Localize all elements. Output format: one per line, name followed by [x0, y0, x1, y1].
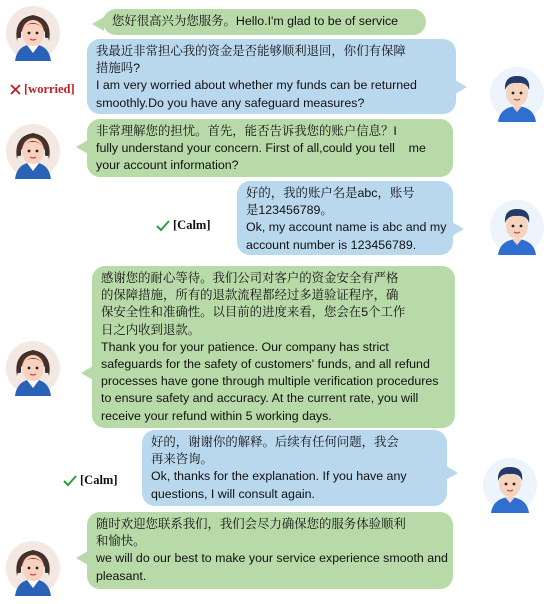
agent-avatar: [5, 5, 61, 61]
message-line: 再来咨询。: [151, 452, 213, 467]
message-line: 的保障措施，所有的退款流程都经过多道验证程序，确: [101, 288, 399, 303]
agent-message-bubble: [92, 266, 455, 428]
emotion-label: [Calm]: [173, 218, 211, 232]
check-icon: [63, 475, 77, 487]
agent-avatar: [5, 340, 61, 396]
emotion-label: [Calm]: [80, 473, 118, 487]
user-avatar: [489, 66, 545, 122]
user-avatar: [482, 457, 538, 513]
message-line: 日之内收到退款。: [101, 322, 201, 337]
user-avatar-icon: [483, 458, 537, 513]
emotion-label: [worried]: [24, 82, 75, 96]
message-line: processes have gone through multiple verification procedures: [101, 374, 439, 389]
message-line: 非常理解您的担忧。首先，能否告诉我您的账户信息？I: [96, 124, 397, 138]
message-line: Ok, thanks for the explanation. If you have any: [151, 469, 407, 484]
agent-avatar-icon: [6, 541, 60, 596]
message-line: we will do our best to make your service experience smooth and: [96, 551, 448, 566]
user-message-bubble: [142, 430, 447, 506]
user-message-bubble: [237, 181, 453, 255]
message-line: your account information?: [96, 158, 239, 173]
message-line: 措施吗?: [96, 61, 141, 76]
bubble-tail: [455, 80, 467, 94]
message-line: receive your refund within 5 working days.: [101, 408, 332, 423]
message-line: 我最近非常担心我的资金是否能够顺利退回，你们有保障: [96, 44, 406, 58]
message-line: 您好很高兴为您服务。Hello.I'm glad to be of service: [112, 14, 399, 28]
message-line: smoothly.Do you have any safeguard measures?: [96, 95, 365, 110]
message-line: Ok, my account name is abc and my: [246, 220, 447, 235]
agent-avatar-icon: [6, 341, 60, 396]
check-icon: [156, 220, 170, 232]
message-line: to ensure safety and accuracy. At the current rate, you will: [101, 391, 419, 406]
agent-message-bubble: [87, 119, 453, 177]
user-avatar: [489, 199, 545, 255]
user-avatar-icon: [490, 200, 544, 255]
emotion-tag: [156, 218, 211, 233]
agent-avatar-icon: [6, 6, 60, 61]
agent-avatar: [5, 540, 61, 596]
agent-message-bubble: [103, 9, 426, 35]
message-line: safeguards for the safety of customers' funds, and all refund: [101, 357, 430, 372]
message-line: 是123456789。: [246, 203, 333, 218]
message-line: 好的，谢谢你的解释。后续有任何问题，我会: [151, 435, 399, 449]
message-line: I am very worried about whether my funds can be returned: [96, 78, 417, 93]
message-line: 好的，我的账户名是abc，账号: [246, 186, 415, 200]
bubble-tail: [446, 466, 458, 480]
bubble-tail: [452, 222, 464, 236]
user-avatar-icon: [490, 67, 544, 122]
message-line: fully understand your concern. First of all,could you tell me: [96, 141, 426, 156]
message-line: questions, I will consult again.: [151, 486, 315, 501]
agent-avatar: [5, 123, 61, 179]
message-line: Thank you for your patience. Our company has strict: [101, 339, 389, 354]
message-line: 和愉快。: [96, 534, 146, 549]
message-line: account number is 123456789.: [246, 237, 417, 252]
emotion-tag: [10, 82, 75, 97]
message-line: 保安全性和准确性。以目前的进度来看，您会在5个工作: [101, 305, 406, 320]
agent-avatar-icon: [6, 124, 60, 179]
message-line: 感谢您的耐心等待。我们公司对客户的资金安全有严格: [101, 271, 399, 285]
user-message-bubble: [87, 39, 456, 114]
message-line: 随时欢迎您联系我们，我们会尽力确保您的服务体验顺利: [96, 517, 406, 531]
emotion-tag: [63, 473, 118, 488]
cross-icon: [10, 84, 21, 95]
agent-message-bubble: [87, 512, 453, 589]
message-line: pleasant.: [96, 568, 147, 583]
